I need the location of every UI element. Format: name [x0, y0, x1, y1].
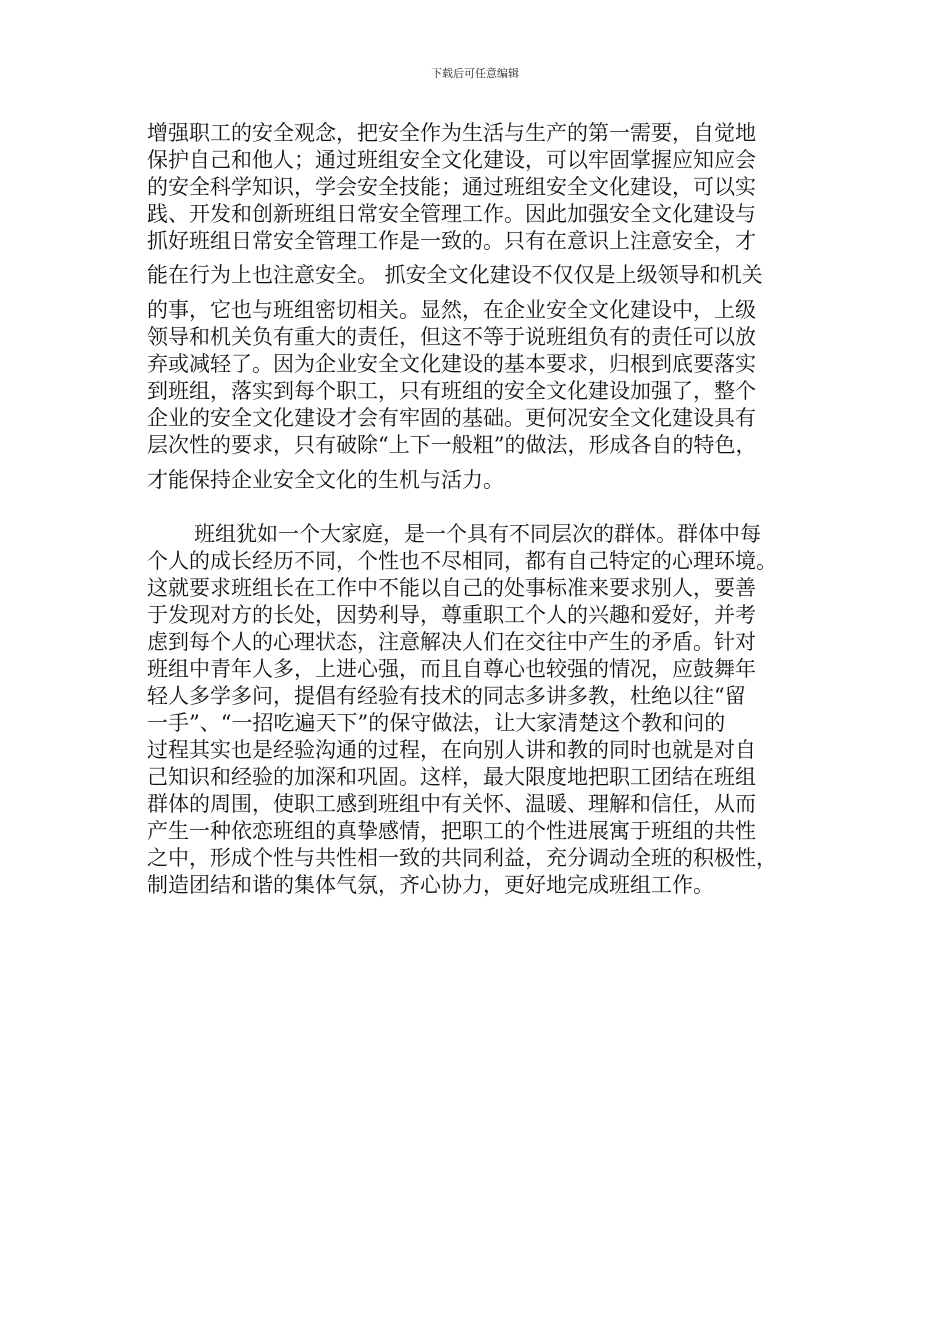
- paragraph-line: 班组中青年人多，上进心强，而且自尊心也较强的情况，应鼓舞年: [147, 657, 756, 681]
- page-header-note: 下载后可任意编辑: [431, 67, 519, 80]
- paragraph-line: 领导和机关负有重大的责任，但这不等于说班组负有的责任可以放: [147, 325, 756, 349]
- paragraph-line: 过程其实也是经验沟通的过程，在向别人讲和教的同时也就是对自: [147, 738, 756, 762]
- paragraph-line: 个人的成长经历不同，个性也不尽相同，都有自己特定的心理环境。: [147, 549, 777, 573]
- paragraph-line: 之中，形成个性与共性相一致的共同利益，充分调动全班的积极性，: [147, 846, 777, 870]
- paragraph-line: 的安全科学知识，学会安全技能；通过班组安全文化建设，可以实: [147, 175, 756, 199]
- paragraph-line: 轻人多学多问，提倡有经验有技术的同志多讲多教，杜绝以往“留: [147, 684, 746, 708]
- paragraph-line: 产生一种依恋班组的真挚感情，把职工的个性进展寓于班组的共性: [147, 819, 756, 843]
- paragraph-line: 一手”、“一招吃遍天下”的保守做法，让大家清楚这个教和问的: [147, 711, 726, 735]
- paragraph-line: 虑到每个人的心理状态，注意解决人们在交往中产生的矛盾。针对: [147, 630, 756, 654]
- paragraph-line: 才能保持企业安全文化的生机与活力。: [147, 468, 504, 492]
- paragraph-line: 能在行为上也注意安全。 抓安全文化建设不仅仅是上级领导和机关: [147, 263, 763, 287]
- paragraph-line: 到班组，落实到每个职工，只有班组的安全文化建设加强了，整个: [147, 379, 756, 403]
- paragraph-line: 增强职工的安全观念，把安全作为生活与生产的第一需要，自觉地: [147, 121, 756, 145]
- paragraph-line: 践、开发和创新班组日常安全管理工作。因此加强安全文化建设与: [147, 202, 756, 226]
- paragraph-line: 弃或减轻了。因为企业安全文化建设的基本要求，归根到底要落实: [147, 352, 756, 376]
- paragraph-line: 己知识和经验的加深和巩固。这样，最大限度地把职工团结在班组: [147, 765, 756, 789]
- paragraph-line: 层次性的要求，只有破除“上下一般粗”的做法，形成各自的特色，: [147, 433, 757, 457]
- paragraph-line: 班组犹如一个大家庭，是一个具有不同层次的群体。群体中每: [194, 522, 761, 546]
- paragraph-line: 抓好班组日常安全管理工作是一致的。只有在意识上注意安全，才: [147, 229, 756, 253]
- paragraph-line: 企业的安全文化建设才会有牢固的基础。更何况安全文化建设具有: [147, 406, 756, 430]
- paragraph-line: 的事，它也与班组密切相关。显然，在企业安全文化建设中，上级: [147, 298, 756, 322]
- paragraph-line: 这就要求班组长在工作中不能以自己的处事标准来要求别人，要善: [147, 576, 756, 600]
- paragraph-line: 于发现对方的长处，因势利导，尊重职工个人的兴趣和爱好，并考: [147, 603, 756, 627]
- paragraph-line: 制造团结和谐的集体气氛，齐心协力，更好地完成班组工作。: [147, 873, 714, 897]
- paragraph-line: 保护自己和他人；通过班组安全文化建设，可以牢固掌握应知应会: [147, 148, 756, 172]
- paragraph-line: 群体的周围，使职工感到班组中有关怀、温暖、理解和信任，从而: [147, 792, 756, 816]
